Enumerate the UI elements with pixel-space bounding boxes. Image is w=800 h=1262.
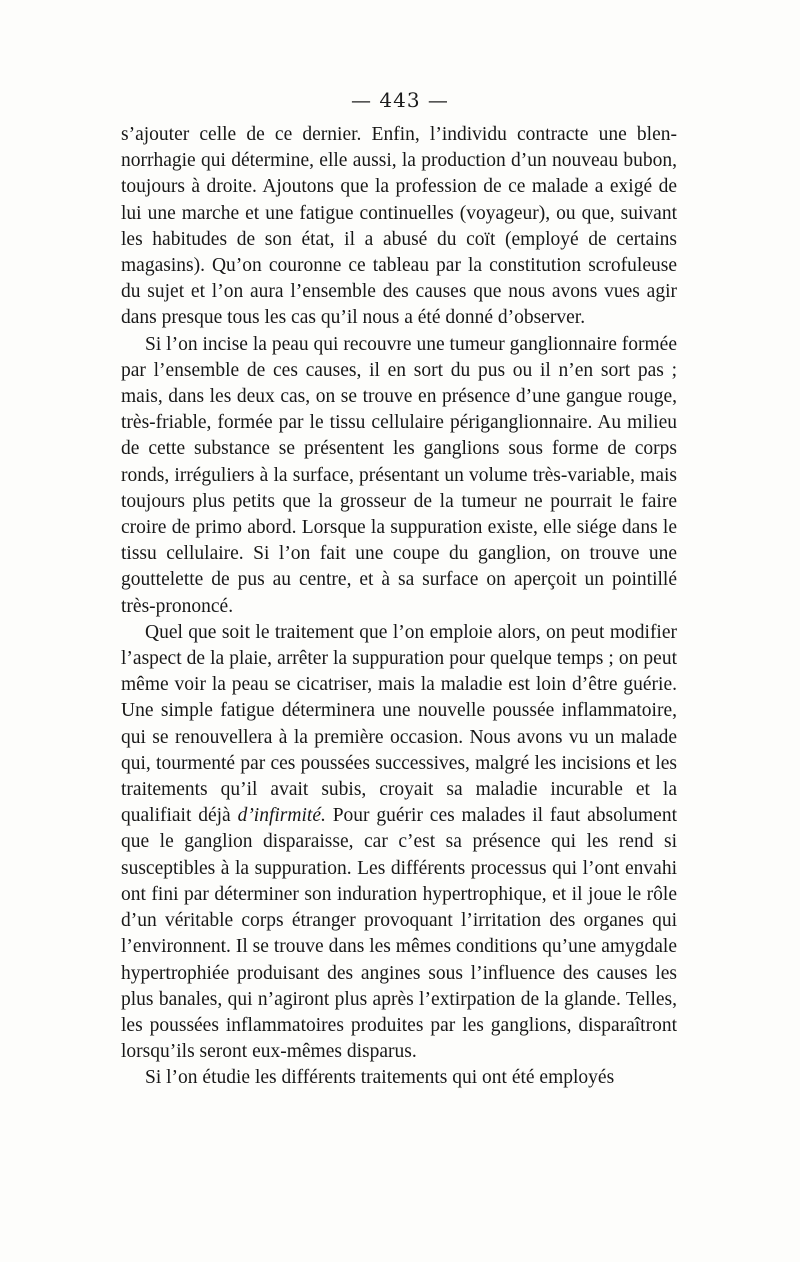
paragraph-text: Quel que soit le traitement que l’on emploie alors, on peut modifier l’aspect de la plaie, arrêter la suppuration pour quelque temps ; on peut même voir la peau se cicatriser, mais la maladie est loin d’être guérie. Une simple fatigue déterminera une nouvelle poussée inflammatoire, qui se renouvellera à la première occasion. Nous avons vu un malade qui, tourmenté par ces poussées successives, malgré les incisions et les traitements qu’il avait subis, croyait sa maladie incurable et la qualifiait déjà: [121, 621, 677, 827]
page-number: — 443 —: [351, 88, 449, 112]
paragraph: [121, 122, 677, 332]
paragraph-text: s’ajouter celle de ce dernier. Enfin, l’individu contracte une blennorrhagie qui détermine, elle aussi, la production d’un nouveau bubon, toujours à droite. Ajoutons que la profession de ce malade a exigé de lui une marche et une fatigue continuelles (voyageur), ou que, suivant les habitudes de son état, il a abusé du coït (employé de certains magasins). Qu’on couronne ce tableau par la constitution scrofuleuse du sujet et l’on aura l’ensemble des causes que nous avons vues agir dans presque tous les cas qu’il nous a été donné d’observer.: [121, 124, 677, 329]
italic-term: d’infirmité.: [237, 805, 326, 827]
body-text: [121, 122, 677, 1092]
paragraph-text: Si l’on étudie les différents traitements qui ont été employés: [145, 1067, 615, 1089]
paragraph: [121, 332, 677, 620]
paragraph-text: Pour guérir ces malades il faut absolument que le ganglion disparaisse, car c’est sa présence qui les rend si susceptibles à la suppuration. Les différents processus qui l’ont envahi ont fini par déterminer son induration hypertrophique, et il joue le rôle d’un véritable corps étranger provoquant l’irritation des organes qui l’environnent. Il se trouve dans les mêmes conditions qu’une amygdale hypertrophiée produisant des angines sous l’influence des causes les plus banales, qui n’agiront plus après l’extirpation de la glande. Telles, les poussées inflammatoires produites par les ganglions, disparaîtront lorsqu’ils seront eux-mêmes disparus.: [121, 805, 677, 1063]
paragraph-text: Si l’on incise la peau qui recouvre une tumeur ganglionnaire formée par l’ensemble de ces causes, il en sort du pus ou il n’en sort pas ; mais, dans les deux cas, on se trouve en présence d’une gangue rouge, très-friable, formée par le tissu cellulaire périganglionnaire. Au milieu de cette substance se présentent les ganglions sous forme de corps ronds, irréguliers à la surface, présentant un volume très-variable, mais toujours plus petits que la grosseur de la tumeur ne pourrait le faire croire de primo abord. Lorsque la suppuration existe, elle siége dans le tissu cellulaire. Si l’on fait une coupe du ganglion, on trouve une gouttelette de pus au centre, et à sa surface on aperçoit un pointillé très-prononcé.: [121, 333, 677, 617]
paragraph: [121, 1065, 677, 1091]
paragraph: [121, 620, 677, 1065]
